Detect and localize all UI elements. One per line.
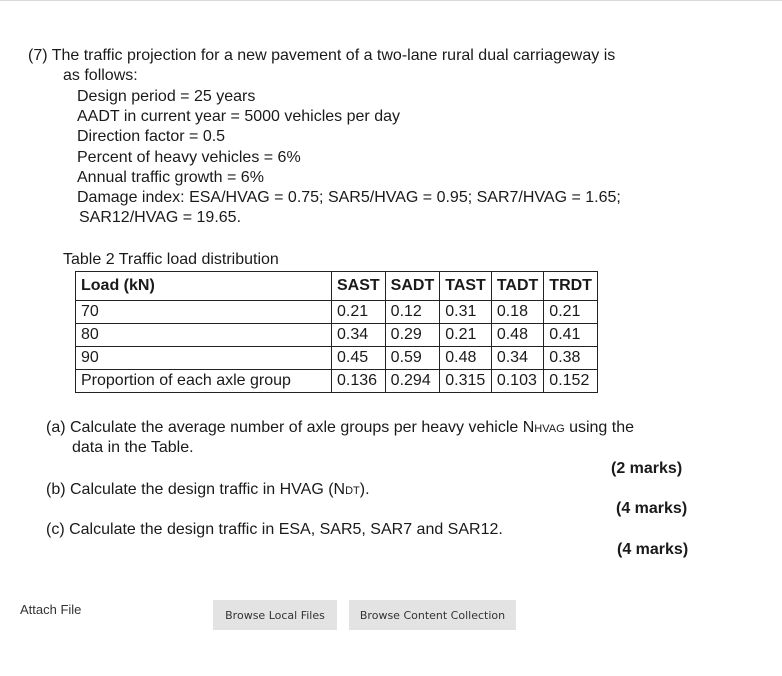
cell: 0.136 xyxy=(332,370,386,393)
header-sast: SAST xyxy=(332,272,386,301)
part-c-marks: (4 marks) xyxy=(617,541,689,558)
cell: 0.29 xyxy=(385,324,440,347)
param-heavy-vehicles: Percent of heavy vehicles = 6% xyxy=(77,149,301,166)
cell: 90 xyxy=(76,347,332,370)
table-header-row xyxy=(76,272,598,301)
cell: 0.21 xyxy=(440,324,492,347)
part-b-text: (b) Calculate the design traffic in HVAG (N xyxy=(46,481,346,498)
part-b-marks: (4 marks) xyxy=(616,500,688,517)
cell: 70 xyxy=(76,301,332,324)
param-aadt: AADT in current year = 5000 vehicles per day xyxy=(77,108,400,125)
table-row xyxy=(76,347,598,370)
param-direction-factor: Direction factor = 0.5 xyxy=(77,128,226,145)
header-tast: TAST xyxy=(440,272,492,301)
cell: 0.294 xyxy=(385,370,440,393)
question-line-2: as follows: xyxy=(63,67,138,84)
header-trdt: TRDT xyxy=(544,272,598,301)
header-sadt: SADT xyxy=(385,272,440,301)
param-growth: Annual traffic growth = 6% xyxy=(77,169,264,186)
part-c: (c) Calculate the design traffic in ESA, SAR5, SAR7 and SAR12. xyxy=(46,521,503,538)
browse-content-collection-button[interactable]: Browse Content Collection xyxy=(349,600,516,630)
table-row xyxy=(76,324,598,347)
param-design-period: Design period = 25 years xyxy=(77,88,256,105)
table-caption: Table 2 Traffic load distribution xyxy=(63,251,279,268)
top-divider xyxy=(0,0,782,1)
part-b-subscript: DT xyxy=(345,485,360,497)
part-a-text: (a) Calculate the average number of axle groups per heavy vehicle N xyxy=(46,419,535,436)
table-row xyxy=(76,370,598,393)
cell: 0.45 xyxy=(332,347,386,370)
browse-local-files-button[interactable]: Browse Local Files xyxy=(213,600,337,630)
header-tadt: TADT xyxy=(491,272,543,301)
cell: 0.48 xyxy=(440,347,492,370)
cell: 80 xyxy=(76,324,332,347)
cell: 0.48 xyxy=(491,324,543,347)
cell: 0.34 xyxy=(332,324,386,347)
question-line-1: (7) The traffic projection for a new pavement of a two-lane rural dual carriageway is xyxy=(28,47,616,64)
cell: 0.59 xyxy=(385,347,440,370)
cell: 0.21 xyxy=(332,301,386,324)
cell: 0.34 xyxy=(491,347,543,370)
header-load: Load (kN) xyxy=(76,272,332,301)
cell: Proportion of each axle group xyxy=(76,370,332,393)
part-a-marks: (2 marks) xyxy=(611,460,683,477)
cell: 0.103 xyxy=(491,370,543,393)
part-a-tail: using the xyxy=(564,419,635,436)
cell: 0.18 xyxy=(491,301,543,324)
part-a-line-2: data in the Table. xyxy=(72,439,194,456)
traffic-load-table xyxy=(75,271,598,393)
cell: 0.315 xyxy=(440,370,492,393)
part-a-subscript: HVAG xyxy=(534,423,565,435)
part-b xyxy=(46,480,370,501)
param-damage-index-cont: SAR12/HVAG = 19.65. xyxy=(79,209,242,226)
part-b-tail: ). xyxy=(359,481,370,498)
cell: 0.12 xyxy=(385,301,440,324)
cell: 0.38 xyxy=(544,347,598,370)
cell: 0.31 xyxy=(440,301,492,324)
cell: 0.152 xyxy=(544,370,598,393)
part-a-line-1 xyxy=(46,418,634,439)
attach-file-label: Attach File xyxy=(20,602,82,617)
cell: 0.21 xyxy=(544,301,598,324)
param-damage-index: Damage index: ESA/HVAG = 0.75; SAR5/HVAG = 0.95; SAR7/HVAG = 1.65; xyxy=(77,189,621,206)
table-row xyxy=(76,301,598,324)
cell: 0.41 xyxy=(544,324,598,347)
